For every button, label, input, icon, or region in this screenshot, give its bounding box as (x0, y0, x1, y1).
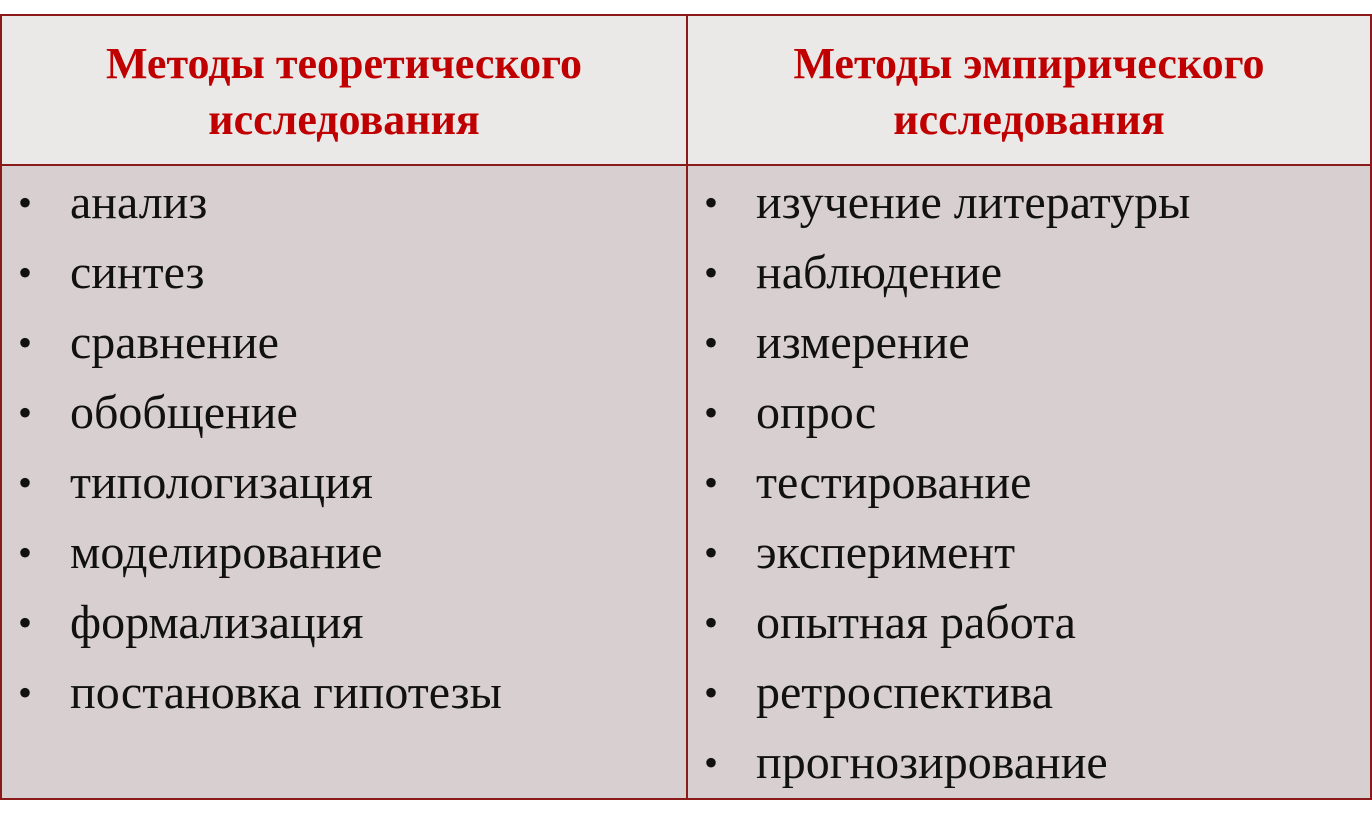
bullet-icon: • (704, 670, 719, 715)
list-item (688, 728, 1370, 798)
list-item (2, 518, 686, 588)
methods-table (0, 14, 1372, 800)
bullet-icon: • (704, 530, 719, 575)
method-name: изучение литературы (756, 176, 1191, 229)
list-item (2, 658, 686, 728)
method-name: эксперимент (756, 526, 1016, 579)
list-item (688, 518, 1370, 588)
bullet-icon: • (18, 600, 33, 645)
bullet-icon: • (18, 460, 33, 505)
method-name: типологизация (70, 456, 373, 509)
method-name: моделирование (70, 526, 383, 579)
bullet-icon: • (704, 390, 719, 435)
list-item (2, 238, 686, 308)
body-row (1, 165, 1371, 799)
theoretical-methods-list (2, 168, 686, 728)
header-empirical-text: Методы эмпирического исследования (793, 39, 1265, 144)
header-theoretical (1, 15, 687, 165)
bullet-icon: • (18, 250, 33, 295)
list-item (688, 378, 1370, 448)
method-name: сравнение (70, 316, 279, 369)
theoretical-cell (1, 165, 687, 799)
list-item (2, 448, 686, 518)
bullet-icon: • (18, 530, 33, 575)
empirical-cell (687, 165, 1371, 799)
list-item (688, 588, 1370, 658)
bullet-icon: • (704, 320, 719, 365)
empirical-methods-list (688, 168, 1370, 798)
list-item (2, 378, 686, 448)
method-name: формализация (70, 596, 364, 649)
bullet-icon: • (704, 740, 719, 785)
method-name: ретроспектива (756, 666, 1054, 719)
list-item (688, 238, 1370, 308)
method-name: тестирование (756, 456, 1032, 509)
bullet-icon: • (704, 250, 719, 295)
bullet-icon: • (18, 670, 33, 715)
list-item (688, 658, 1370, 728)
bullet-icon: • (704, 600, 719, 645)
method-name: синтез (70, 246, 205, 299)
method-name: прогнозирование (756, 736, 1108, 789)
list-item (2, 588, 686, 658)
list-item (2, 168, 686, 238)
list-item (688, 168, 1370, 238)
method-name: измерение (756, 316, 970, 369)
method-name: наблюдение (756, 246, 1002, 299)
method-name: обобщение (70, 386, 298, 439)
bullet-icon: • (18, 320, 33, 365)
method-name: постановка гипотезы (70, 666, 502, 719)
bullet-icon: • (18, 390, 33, 435)
header-theoretical-text: Методы теоретического исследования (105, 39, 583, 144)
bullet-icon: • (18, 180, 33, 225)
list-item (688, 448, 1370, 518)
bullet-icon: • (704, 460, 719, 505)
header-row (1, 15, 1371, 165)
method-name: опытная работа (756, 596, 1076, 649)
list-item (2, 308, 686, 378)
header-empirical (687, 15, 1371, 165)
bullet-icon: • (704, 180, 719, 225)
list-item (688, 308, 1370, 378)
method-name: опрос (756, 386, 877, 439)
method-name: анализ (70, 176, 208, 229)
